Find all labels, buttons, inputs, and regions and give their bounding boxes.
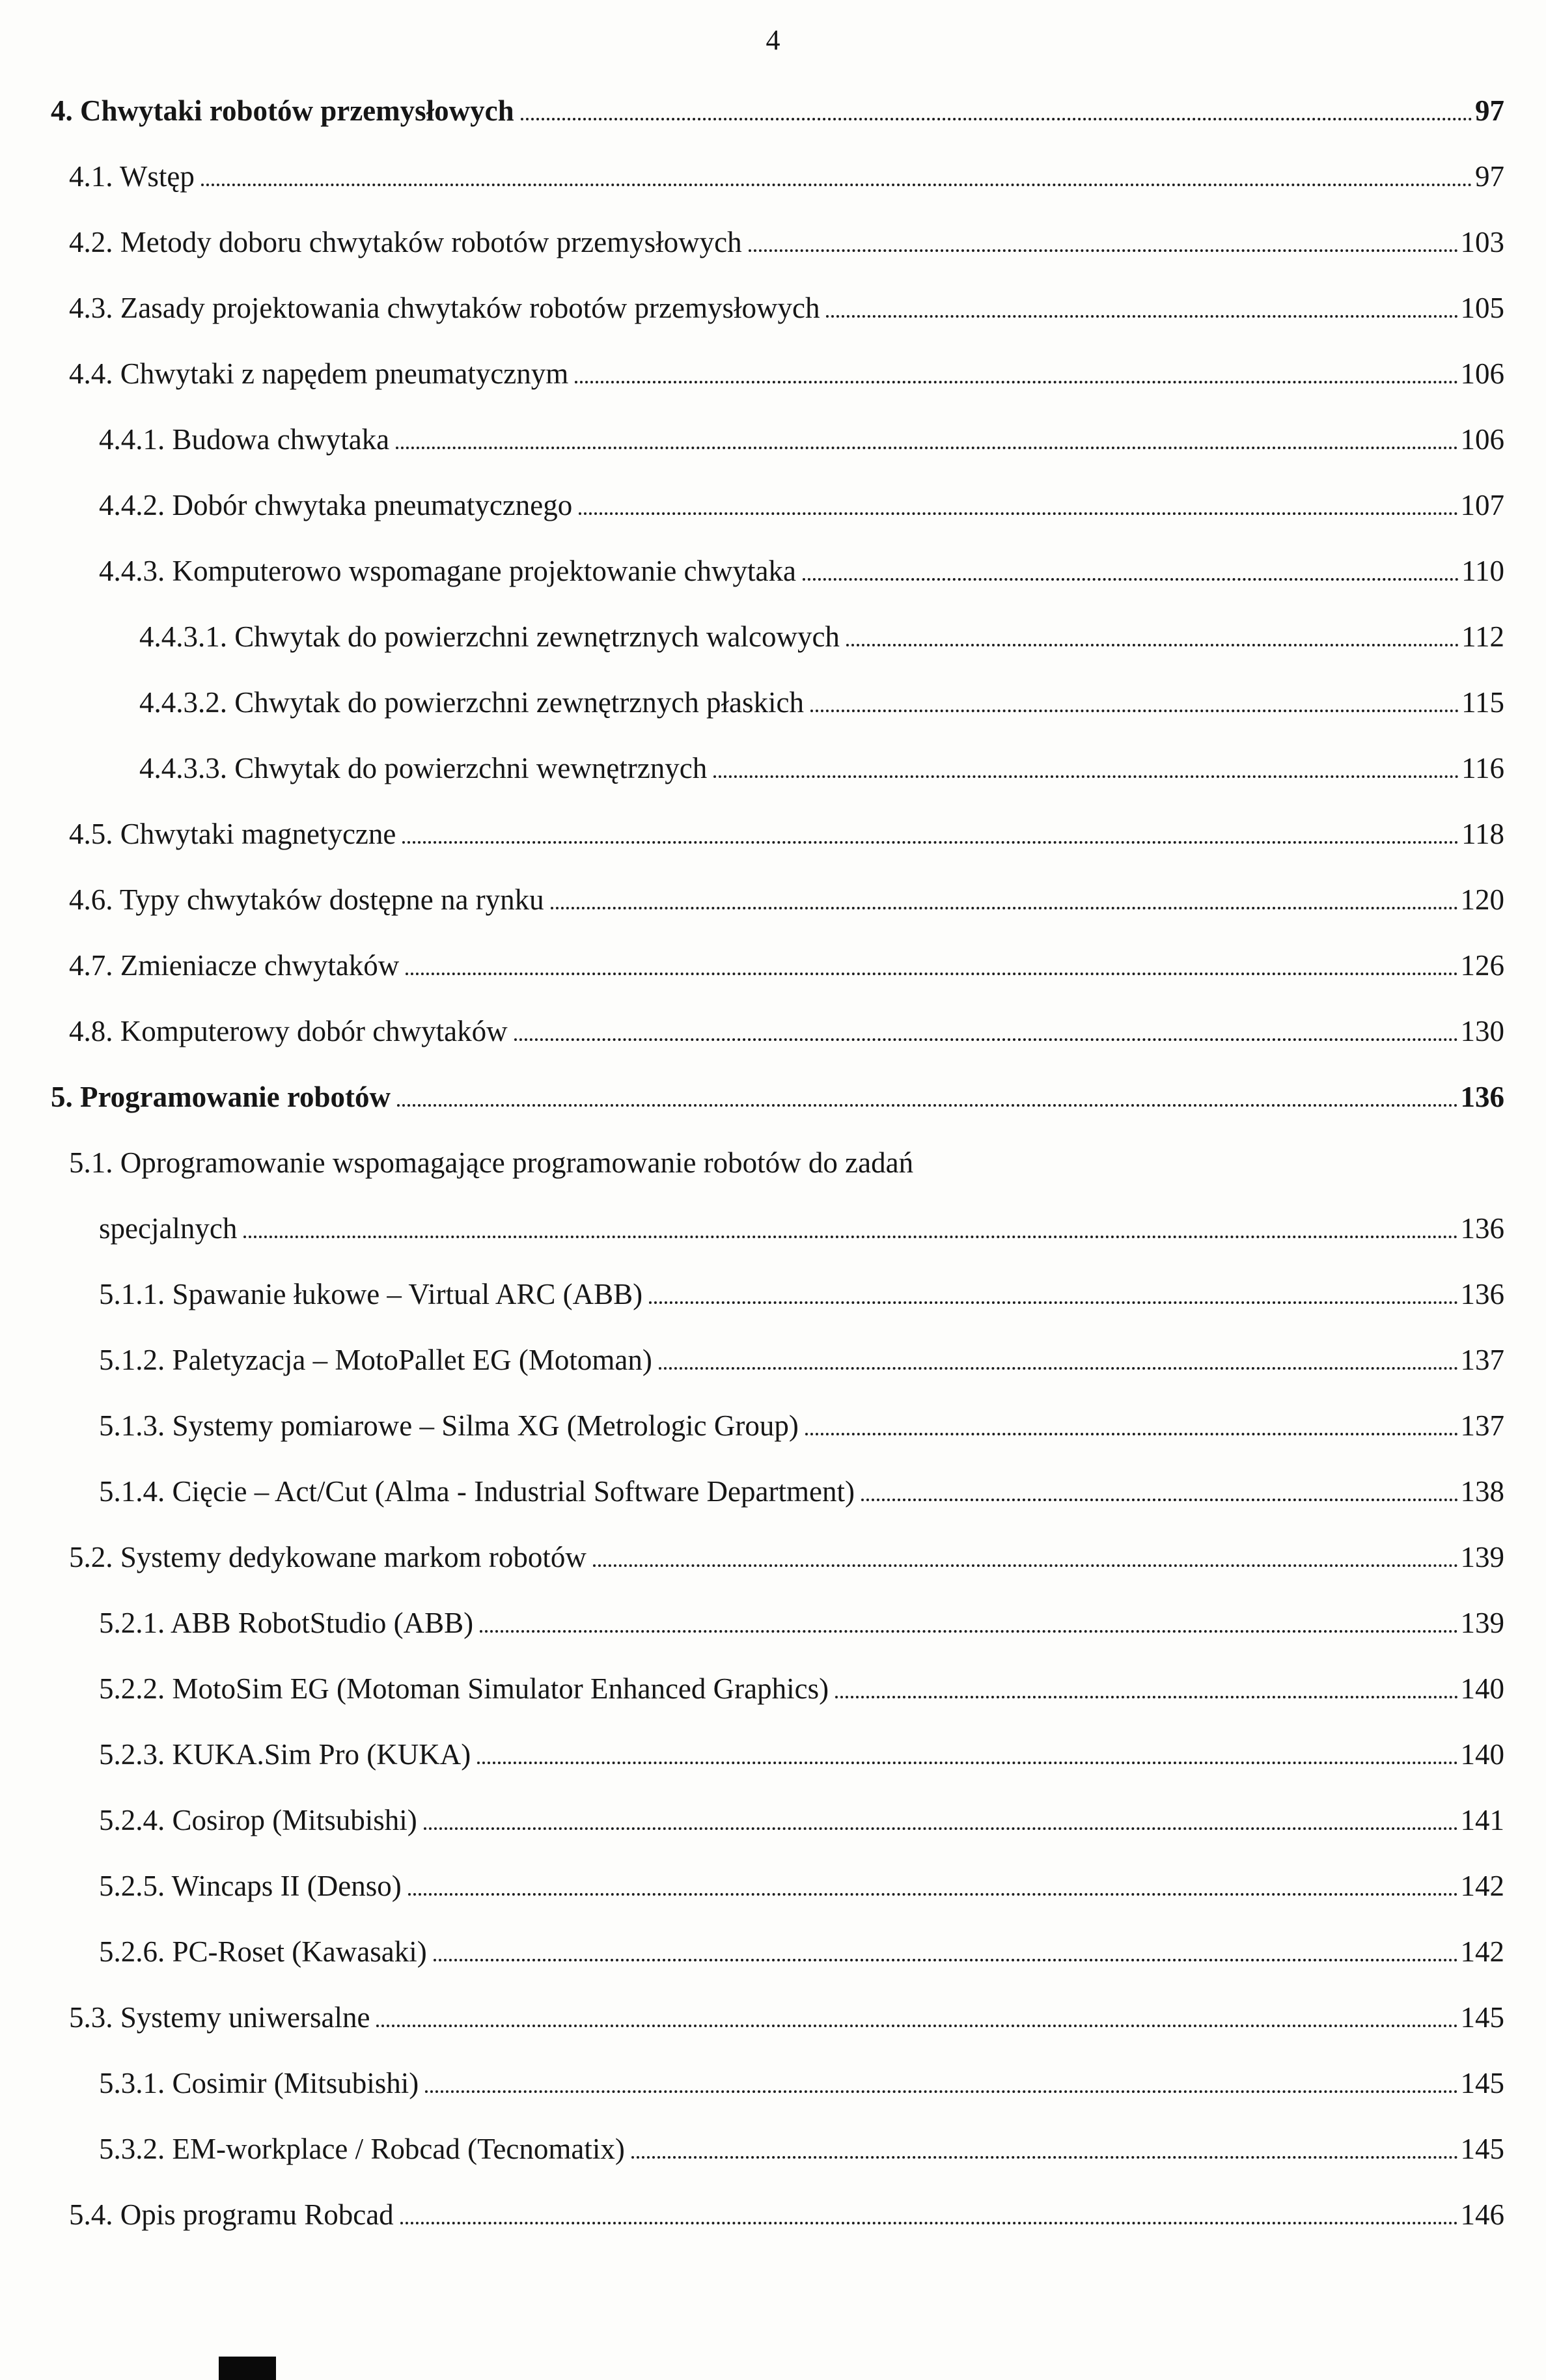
toc-entry-page: 126 [1460,949,1504,982]
toc-entry [0,144,1504,210]
toc-entry-page: 105 [1460,292,1504,324]
toc-entry-page: 112 [1461,620,1504,653]
leader-dots [659,1367,1458,1370]
leader-dots [424,1827,1458,1830]
toc-entry-page: 116 [1461,752,1504,784]
leader-dots [631,2156,1458,2159]
toc-entry [0,670,1504,736]
leader-dots [201,184,1472,186]
leader-dots [826,315,1457,318]
leader-dots [861,1499,1458,1501]
toc-entry-title: 5.4. Opis programu Robcad [69,2198,394,2231]
toc-entry [0,1788,1504,1853]
toc-entry [0,538,1504,604]
toc-entry [0,2116,1504,2182]
toc-entry-page: 115 [1461,686,1504,719]
toc-entry [0,604,1504,670]
toc-entry [0,1985,1504,2051]
toc-entry-page: 145 [1460,2067,1504,2099]
leader-dots [400,2222,1458,2224]
toc-entry-title: 4.4. Chwytaki z napędem pneumatycznym [69,357,569,390]
toc-entry-page: 139 [1460,1541,1504,1573]
toc-entry-title: 4.4.2. Dobór chwytaka pneumatycznego [99,489,573,521]
toc-entry-page: 97 [1475,160,1504,193]
toc-entry-title: 4.6. Typy chwytaków dostępne na rynku [69,883,544,916]
leader-dots [408,1893,1458,1896]
toc-entry-title: 4.4.3.1. Chwytak do powierzchni zewnętrznych walcowych [139,620,840,653]
toc-entry [0,1656,1504,1722]
toc-entry-page: 141 [1460,1804,1504,1836]
toc-entry-page: 138 [1460,1475,1504,1508]
leader-dots [425,2090,1457,2093]
toc-entry [0,1525,1504,1590]
toc-entry-title: 4.1. Wstęp [69,160,195,193]
leader-dots [376,2025,1457,2027]
toc-entry [0,1064,1504,1130]
leader-dots [805,1433,1458,1435]
toc-entry [0,1393,1504,1459]
leader-dots [396,447,1457,449]
toc-entry-page: 142 [1460,1870,1504,1902]
toc-entry [0,341,1504,407]
toc-entry-page: 118 [1461,818,1504,850]
leader-dots [402,841,1459,844]
toc-entry-title: 5.2.2. MotoSim EG (Motoman Simulator Enhanced Graphics) [99,1672,829,1705]
toc-entry-page: 103 [1460,226,1504,258]
toc-entry [0,2051,1504,2116]
toc-entry-title: 5.3.1. Cosimir (Mitsubishi) [99,2067,419,2099]
toc-entry-page: 97 [1475,94,1504,127]
toc-entry [0,1130,1504,1196]
toc-entry [0,1262,1504,1327]
leader-dots [575,381,1457,383]
toc-entry [0,210,1504,275]
toc-entry [0,736,1504,801]
toc-entry-title: 5.2.4. Cosirop (Mitsubishi) [99,1804,417,1836]
leader-dots [810,710,1459,712]
leader-dots [803,578,1459,581]
toc-entry-title: 4.7. Zmieniacze chwytaków [69,949,400,982]
toc-entry-page: 145 [1460,2133,1504,2165]
toc-entry-page: 146 [1460,2198,1504,2231]
toc-entry-page: 106 [1460,423,1504,456]
toc-entry-page: 137 [1460,1344,1504,1376]
toc-entry-title: 5.2.1. ABB RobotStudio (ABB) [99,1607,474,1639]
leader-dots [846,644,1459,646]
leader-dots [649,1301,1457,1304]
toc-entry-title: 5.1. Oprogramowanie wspomagające programowanie robotów do zadań [69,1146,914,1179]
toc-entry-title: 5.1.2. Paletyzacja – MotoPallet EG (Motoman) [99,1344,652,1376]
toc-entry-title: 5. Programowanie robotów [51,1081,391,1113]
toc-entry-page: 139 [1460,1607,1504,1639]
toc-entry-title: 5.1.4. Cięcie – Act/Cut (Alma - Industrial Software Department) [99,1475,855,1508]
toc-entry-title: 4.2. Metody doboru chwytaków robotów przemysłowych [69,226,742,258]
toc-entry-page: 136 [1460,1278,1504,1310]
toc-entry-page: 136 [1460,1081,1504,1113]
toc-entry-title: 5.3. Systemy uniwersalne [69,2001,370,2034]
toc-entry-title: 4.4.3. Komputerowo wspomagane projektowanie chwytaka [99,555,796,587]
toc-entry [0,1459,1504,1525]
leader-dots [551,907,1458,909]
leader-dots [477,1762,1457,1764]
toc-entry [0,867,1504,933]
toc-entry [0,78,1504,144]
leader-dots [480,1630,1457,1633]
toc-entry [0,1590,1504,1656]
leader-dots [579,512,1457,515]
toc-entry [0,1327,1504,1393]
leader-dots [749,249,1458,252]
toc-entry-page: 130 [1460,1015,1504,1047]
toc-entry [0,275,1504,341]
toc-entry-title: 5.1.3. Systemy pomiarowe – Silma XG (Metrologic Group) [99,1409,799,1442]
toc-entry-page: 106 [1460,357,1504,390]
leader-dots [514,1038,1458,1041]
leader-dots [521,118,1472,120]
toc-entry-title: 4.8. Komputerowy dobór chwytaków [69,1015,508,1047]
toc-entry-title: 5.2.3. KUKA.Sim Pro (KUKA) [99,1738,471,1771]
toc-entry-page: 136 [1460,1212,1504,1245]
toc-entry-page: 107 [1460,489,1504,521]
toc-entry-title: 5.2.6. PC-Roset (Kawasaki) [99,1935,427,1968]
toc-entry-title: 4.5. Chwytaki magnetyczne [69,818,396,850]
toc-entry [0,933,1504,999]
toc-entry-title: specjalnych [99,1212,238,1245]
leader-dots [434,1959,1458,1961]
toc-entry [0,801,1504,867]
leader-dots [406,973,1457,975]
toc-entry-page: 140 [1460,1738,1504,1771]
toc-entry [0,1919,1504,1985]
toc-entry-title: 5.2. Systemy dedykowane markom robotów [69,1541,587,1573]
toc-entry-page: 140 [1460,1672,1504,1705]
leader-dots [243,1236,1457,1238]
toc-entry [0,2182,1504,2248]
toc-entry-title: 5.2.5. Wincaps II (Denso) [99,1870,402,1902]
scan-artifact [219,2357,276,2380]
leader-dots [593,1564,1458,1567]
toc-entry [0,1196,1504,1262]
toc-entry-page: 110 [1461,555,1504,587]
toc-entry-title: 5.1.1. Spawanie łukowe – Virtual ARC (ABB) [99,1278,643,1310]
toc-entry-title: 4. Chwytaki robotów przemysłowych [51,94,514,127]
toc-entry [0,407,1504,473]
leader-dots [713,775,1459,778]
toc-entry-title: 4.3. Zasady projektowania chwytaków robotów przemysłowych [69,292,820,324]
toc-entry-page: 120 [1460,883,1504,916]
toc-entry-page: 145 [1460,2001,1504,2034]
toc-entry [0,1722,1504,1788]
leader-dots [397,1104,1457,1107]
toc-entry-page: 137 [1460,1409,1504,1442]
toc-entry-page: 142 [1460,1935,1504,1968]
toc-entry-title: 4.4.1. Budowa chwytaka [99,423,390,456]
toc-entry-title: 4.4.3.2. Chwytak do powierzchni zewnętrznych płaskich [139,686,804,719]
toc-list [0,78,1546,2248]
toc-entry-title: 4.4.3.3. Chwytak do powierzchni wewnętrznych [139,752,708,784]
page-number-header: 4 [766,24,780,56]
toc-entry [0,999,1504,1064]
toc-entry [0,473,1504,538]
toc-entry-title: 5.3.2. EM-workplace / Robcad (Tecnomatix) [99,2133,625,2165]
leader-dots [835,1696,1457,1698]
toc-entry [0,1853,1504,1919]
